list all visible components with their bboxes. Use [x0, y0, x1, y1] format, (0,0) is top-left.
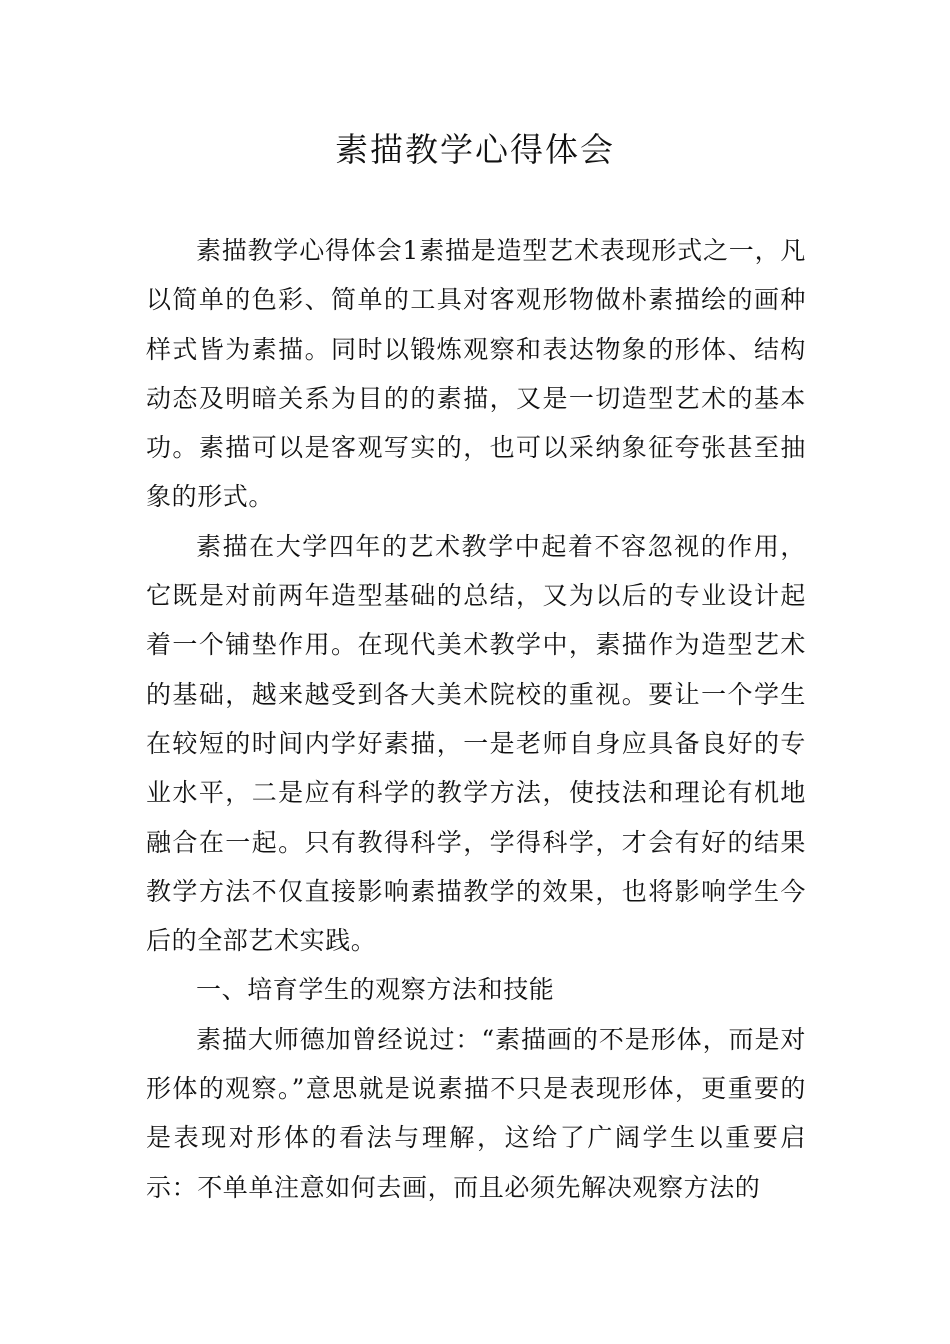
- document-title: 素描教学心得体会: [335, 130, 615, 169]
- document-body: [146, 226, 806, 1212]
- paragraph-intro: 素描教学心得体会1素描是造型艺术表现形式之一，凡以简单的色彩、简单的工具对客观形物做朴素描绘的画种样式皆为素描。同时以锻炼观察和表达物象的形体、结构动态及明暗关系为目的的素描，又是一切造型艺术的基本功。素描可以是客观写实的，也可以采纳象征夸张甚至抽象的形式。: [146, 236, 806, 512]
- section-heading-observation: 一、培育学生的观察方法和技能: [196, 975, 555, 1005]
- paragraph-role-of-sketching: 素描在大学四年的艺术教学中起着不容忽视的作用，它既是对前两年造型基础的总结，又为以后的专业设计起着一个铺垫作用。在现代美术教学中，素描作为造型艺术的基础，越来越受到各大美术院校的重视。要让一个学生在较短的时间内学好素描，一是老师自身应具备良好的专业水平，二是应有科学的教学方法，使技法和理论有机地融合在一起。只有教得科学，学得科学，才会有好的结果教学方法不仅直接影响素描教学的效果，也将影响学生今后的全部艺术实践。: [146, 531, 806, 956]
- paragraph-degas-quote: 素描大师德加曾经说过：“素描画的不是形体，而是对形体的观察。”意思就是说素描不只是表现形体，更重要的是表现对形体的看法与理解，这给了广阔学生以重要启示：不单单注意如何去画，而且必须先解决观察方法的: [146, 1024, 806, 1202]
